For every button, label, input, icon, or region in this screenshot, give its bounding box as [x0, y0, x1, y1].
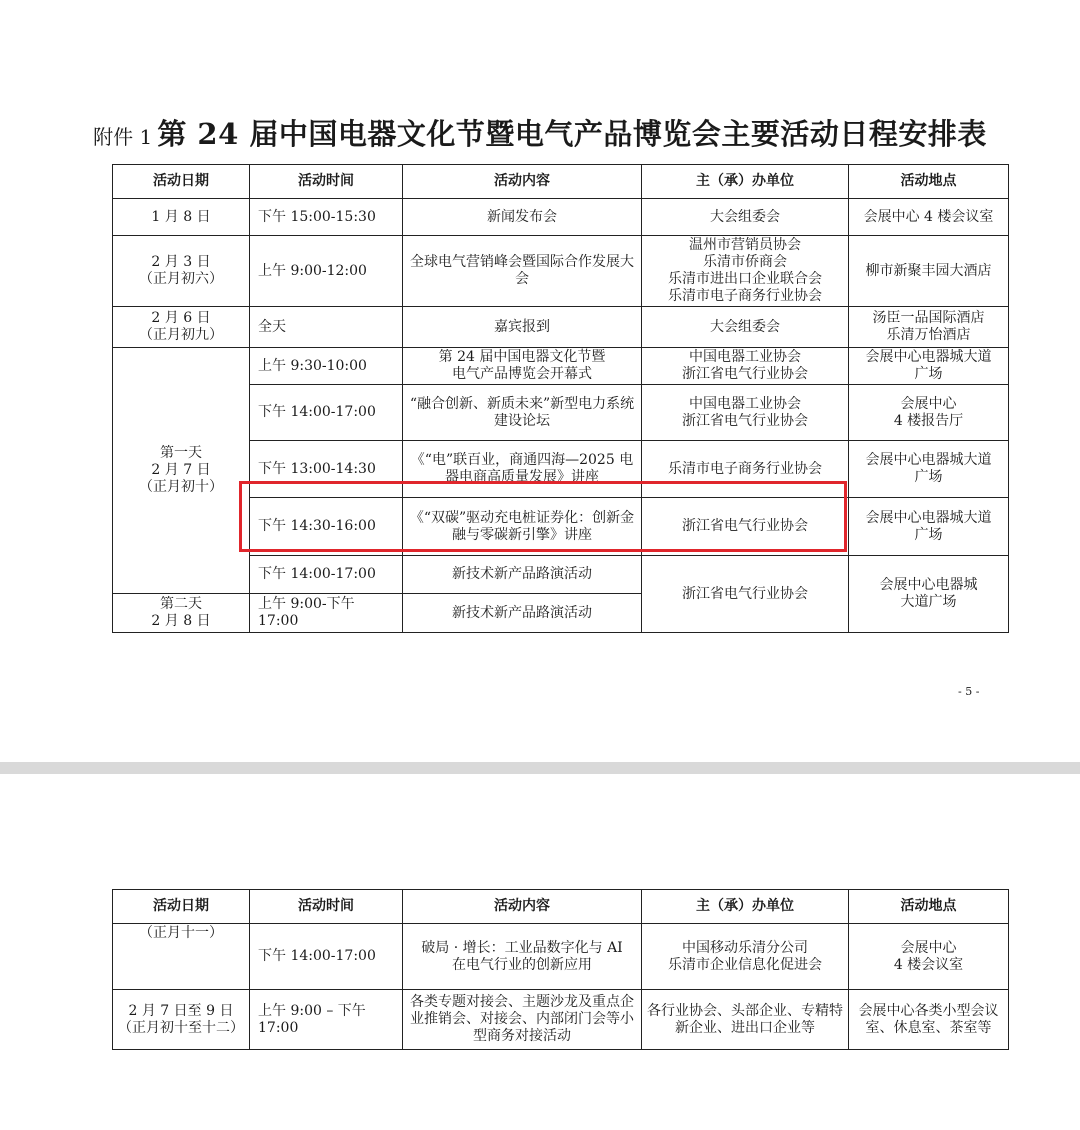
cell-location: 会展中心各类小型会议室、休息室、茶室等: [849, 990, 1009, 1050]
table-row: [113, 199, 1009, 236]
cell-location: 柳市新聚丰园大酒店: [849, 236, 1009, 307]
cell-location: 会展中心电器城大道 广场: [849, 498, 1009, 556]
cell-date: 2 月 7 日至 9 日 （正月初十至十二）: [113, 990, 250, 1050]
cell-content: 嘉宾报到: [403, 307, 642, 348]
header-date: 活动日期: [113, 890, 250, 924]
table-row: [113, 990, 1009, 1050]
header-date: 活动日期: [113, 165, 250, 199]
cell-content: 《“电”联百业，商通四海—2025 电器电商高质量发展》讲座: [403, 441, 642, 498]
cell-content: 新技术新产品路演活动: [403, 594, 642, 633]
cell-time: 上午 9:30-10:00: [250, 348, 403, 385]
cell-time: 下午 14:00-17:00: [250, 556, 403, 594]
cell-content: 新技术新产品路演活动: [403, 556, 642, 594]
header-organizer: 主（承）办单位: [642, 165, 849, 199]
cell-content: 新闻发布会: [403, 199, 642, 236]
cell-date: 第一天 2 月 7 日 （正月初十）: [113, 348, 250, 594]
header-content: 活动内容: [403, 890, 642, 924]
table-row: [113, 348, 1009, 385]
cell-location: 会展中心电器城大道 广场: [849, 348, 1009, 385]
header-time: 活动时间: [250, 165, 403, 199]
page-number: - 5 -: [958, 685, 980, 698]
cell-content: “融合创新、新质未来”新型电力系统建设论坛: [403, 385, 642, 441]
cell-organizer: 乐清市电子商务行业协会: [642, 441, 849, 498]
cell-content: 各类专题对接会、主题沙龙及重点企业推销会、对接会、内部闭门会等小型商务对接活动: [403, 990, 642, 1050]
cell-content: 第 24 届中国电器文化节暨 电气产品博览会开幕式: [403, 348, 642, 385]
cell-time: 下午 15:00-15:30: [250, 199, 403, 236]
cell-organizer: 中国电器工业协会 浙江省电气行业协会: [642, 385, 849, 441]
cell-organizer: 温州市营销员协会 乐清市侨商会 乐清市进出口企业联合会 乐清市电子商务行业协会: [642, 236, 849, 307]
cell-content: 《“双碳”驱动充电桩证券化：创新金融与零碳新引擎》讲座: [403, 498, 642, 556]
table-header-row: [113, 890, 1009, 924]
table-row: [113, 307, 1009, 348]
highlight-box: [239, 481, 847, 552]
cell-location: 会展中心电器城 大道广场: [849, 556, 1009, 633]
cell-time: 全天: [250, 307, 403, 348]
cell-organizer: 大会组委会: [642, 307, 849, 348]
schedule-table: [112, 164, 1009, 633]
document-title: [0, 112, 1080, 153]
cell-time: 下午 14:00-17:00: [250, 385, 403, 441]
cell-date: 2 月 3 日 （正月初六）: [113, 236, 250, 307]
header-time: 活动时间: [250, 890, 403, 924]
cell-organizer: 中国电器工业协会 浙江省电气行业协会: [642, 348, 849, 385]
cell-location: 会展中心 4 楼报告厅: [849, 385, 1009, 441]
page-separator: [0, 762, 1080, 774]
cell-content: 破局 · 增长：工业品数字化与 AI 在电气行业的创新应用: [403, 924, 642, 990]
table-header-row: [113, 165, 1009, 199]
cell-content: 全球电气营销峰会暨国际合作发展大会: [403, 236, 642, 307]
cell-date: 1 月 8 日: [113, 199, 250, 236]
header-content: 活动内容: [403, 165, 642, 199]
table-row: [113, 236, 1009, 307]
cell-time: 下午 14:30-16:00: [250, 498, 403, 556]
title-prefix: 附件 1: [93, 125, 153, 149]
schedule-table-continued: [112, 889, 1009, 1050]
cell-organizer: 中国移动乐清分公司 乐清市企业信息化促进会: [642, 924, 849, 990]
cell-organizer: 浙江省电气行业协会: [642, 556, 849, 633]
cell-date: （正月十一）: [113, 924, 250, 990]
cell-time: 下午 14:00-17:00: [250, 924, 403, 990]
cell-location: 会展中心 4 楼会议室: [849, 924, 1009, 990]
header-organizer: 主（承）办单位: [642, 890, 849, 924]
cell-time: 上午 9:00-12:00: [250, 236, 403, 307]
cell-date: 2 月 6 日 （正月初九）: [113, 307, 250, 348]
title-main: 第 24 届中国电器文化节暨电气产品博览会主要活动日程安排表: [157, 117, 987, 151]
header-location: 活动地点: [849, 165, 1009, 199]
cell-organizer: 大会组委会: [642, 199, 849, 236]
header-location: 活动地点: [849, 890, 1009, 924]
cell-organizer: 浙江省电气行业协会: [642, 498, 849, 556]
cell-date: 第二天 2 月 8 日: [113, 594, 250, 633]
cell-location: 会展中心 4 楼会议室: [849, 199, 1009, 236]
table-row: [113, 924, 1009, 990]
cell-location: 汤臣一品国际酒店 乐清万怡酒店: [849, 307, 1009, 348]
cell-location: 会展中心电器城大道 广场: [849, 441, 1009, 498]
cell-time: 上午 9:00-下午 17:00: [250, 594, 403, 633]
cell-time: 上午 9:00 – 下午 17:00: [250, 990, 403, 1050]
cell-organizer: 各行业协会、头部企业、专精特新企业、进出口企业等: [642, 990, 849, 1050]
cell-time: 下午 13:00-14:30: [250, 441, 403, 498]
